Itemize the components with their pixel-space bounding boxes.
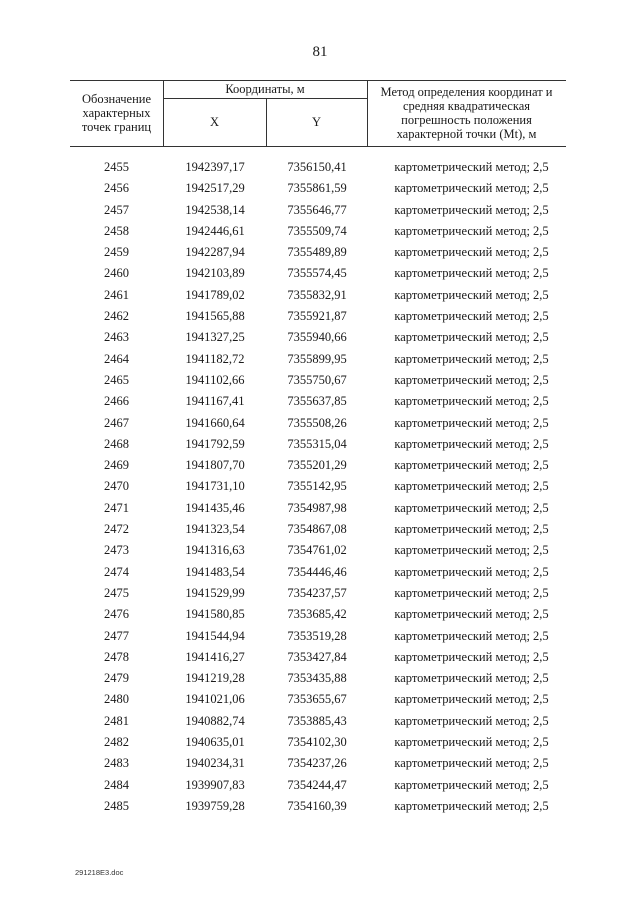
- method: картометрический метод; 2,5: [394, 479, 549, 494]
- coord-x: 1941529,99: [185, 585, 245, 600]
- coord-y: 7354237,26: [287, 756, 347, 771]
- point-number: 2468: [104, 436, 129, 451]
- coord-y: 7354102,30: [287, 735, 347, 750]
- table-row: [70, 157, 566, 178]
- coord-y: 7355637,85: [287, 394, 347, 409]
- point-number: 2479: [104, 671, 129, 686]
- coord-x: 1941792,59: [185, 436, 245, 451]
- method: картометрический метод; 2,5: [394, 223, 549, 238]
- method: картометрический метод; 2,5: [394, 777, 549, 792]
- table-row: [70, 775, 566, 796]
- coord-x: 1941021,06: [185, 692, 245, 707]
- table-row: [70, 796, 566, 817]
- coord-y: 7354237,57: [287, 585, 347, 600]
- coord-x: 1940234,31: [185, 756, 245, 771]
- coord-x: 1941807,70: [185, 458, 245, 473]
- coord-y: 7353655,67: [287, 692, 347, 707]
- coord-y: 7355489,89: [287, 245, 347, 260]
- method: картометрический метод; 2,5: [394, 415, 549, 430]
- footer-filename: 291218E3.doc: [75, 868, 124, 877]
- method: картометрический метод; 2,5: [394, 628, 549, 643]
- coord-y: 7355940,66: [287, 330, 347, 345]
- point-number: 2455: [104, 160, 129, 174]
- coord-x: 1941416,27: [185, 649, 245, 664]
- coord-x: 1942397,17: [185, 160, 245, 174]
- table-row: [70, 221, 566, 242]
- method: картометрический метод; 2,5: [394, 671, 549, 686]
- coord-x: 1942103,89: [185, 266, 245, 281]
- method: картометрический метод; 2,5: [394, 181, 549, 196]
- coord-y: 7355574,45: [287, 266, 347, 281]
- point-number: 2462: [104, 309, 129, 324]
- coord-x: 1941182,72: [185, 351, 245, 366]
- coord-y: 7354987,98: [287, 500, 347, 515]
- coord-y: 7353885,43: [287, 713, 347, 728]
- point-number: 2471: [104, 500, 129, 515]
- point-number: 2485: [104, 798, 129, 813]
- point-number: 2465: [104, 372, 129, 387]
- coord-y: 7354244,47: [287, 777, 347, 792]
- method: картометрический метод; 2,5: [394, 713, 549, 728]
- coord-y: 7355921,87: [287, 309, 347, 324]
- coord-x: 1941544,94: [185, 628, 245, 643]
- method: картометрический метод; 2,5: [394, 309, 549, 324]
- method: картометрический метод; 2,5: [394, 735, 549, 750]
- table-row: [70, 370, 566, 391]
- coord-x: 1939907,83: [185, 777, 245, 792]
- method: картометрический метод; 2,5: [394, 649, 549, 664]
- table-row: [70, 689, 566, 710]
- point-number: 2478: [104, 649, 129, 664]
- table-row: [70, 498, 566, 519]
- page-number: 81: [312, 44, 328, 60]
- method: картометрический метод; 2,5: [394, 372, 549, 387]
- coord-y: 7356150,41: [287, 160, 347, 174]
- table-row: [70, 753, 566, 774]
- point-number: 2463: [104, 330, 129, 345]
- coord-y: 7354761,02: [287, 543, 347, 558]
- coord-y: 7355509,74: [287, 223, 347, 238]
- point-number: 2469: [104, 458, 129, 473]
- coord-x: 1941660,64: [185, 415, 245, 430]
- table-row: [70, 455, 566, 476]
- coord-x: 1941316,63: [185, 543, 245, 558]
- method: картометрический метод; 2,5: [394, 458, 549, 473]
- point-number: 2461: [104, 287, 129, 302]
- method: картометрический метод; 2,5: [394, 522, 549, 537]
- table-row: [70, 306, 566, 327]
- coord-y: 7355315,04: [287, 436, 347, 451]
- header-method: Метод определения координат и средняя квадратическая погрешность положения характерной точки (Mt), м: [380, 85, 553, 141]
- coord-x: 1942287,94: [185, 245, 245, 260]
- table-row: [70, 626, 566, 647]
- coord-y: 7355750,67: [287, 372, 347, 387]
- point-number: 2472: [104, 522, 129, 537]
- point-number: 2464: [104, 351, 129, 366]
- point-number: 2457: [104, 202, 129, 217]
- point-number: 2476: [104, 607, 129, 622]
- method: картометрический метод; 2,5: [394, 394, 549, 409]
- coord-y: 7355646,77: [287, 202, 347, 217]
- header-bottom-border: [70, 146, 566, 147]
- coord-y: 7353519,28: [287, 628, 347, 643]
- header-designation: Обозначение характерных точек границ: [81, 92, 152, 134]
- method: картометрический метод; 2,5: [394, 585, 549, 600]
- coord-y: 7355832,91: [287, 287, 347, 302]
- header-x: X: [209, 115, 220, 129]
- point-number: 2480: [104, 692, 129, 707]
- method: картометрический метод; 2,5: [394, 798, 549, 813]
- coord-x: 1941731,10: [185, 479, 245, 494]
- method: картометрический метод; 2,5: [394, 692, 549, 707]
- table-row: [70, 263, 566, 284]
- table-row: [70, 732, 566, 753]
- coord-y: 7355861,59: [287, 181, 347, 196]
- coord-x: 1941789,02: [185, 287, 245, 302]
- table-row: [70, 178, 566, 199]
- header-y: Y: [311, 115, 322, 129]
- coord-y: 7354446,46: [287, 564, 347, 579]
- table-row: [70, 285, 566, 306]
- coord-y: 7353435,88: [287, 671, 347, 686]
- method: картометрический метод; 2,5: [394, 351, 549, 366]
- method: картометрический метод; 2,5: [394, 245, 549, 260]
- method: картометрический метод; 2,5: [394, 287, 549, 302]
- table-row: [70, 476, 566, 497]
- table-row: [70, 200, 566, 221]
- table-row: [70, 668, 566, 689]
- table-row: [70, 562, 566, 583]
- method: картометрический метод; 2,5: [394, 266, 549, 281]
- point-number: 2474: [104, 564, 129, 579]
- table-row: [70, 434, 566, 455]
- point-number: 2475: [104, 585, 129, 600]
- coord-y: 7355142,95: [287, 479, 347, 494]
- coord-y: 7355508,26: [287, 415, 347, 430]
- coord-x: 1941102,66: [185, 372, 245, 387]
- point-number: 2458: [104, 223, 129, 238]
- method: картометрический метод; 2,5: [394, 500, 549, 515]
- coord-x: 1942446,61: [185, 223, 245, 238]
- coord-x: 1941167,41: [185, 394, 245, 409]
- coord-x: 1940882,74: [185, 713, 245, 728]
- coord-y: 7353685,42: [287, 607, 347, 622]
- method: картометрический метод; 2,5: [394, 564, 549, 579]
- table-row: [70, 604, 566, 625]
- header-coordinates: Координаты, м: [225, 82, 305, 96]
- coord-y: 7355899,95: [287, 351, 347, 366]
- coord-x: 1941565,88: [185, 309, 245, 324]
- table-row: [70, 413, 566, 434]
- coord-x: 1941219,28: [185, 671, 245, 686]
- table-row: [70, 349, 566, 370]
- point-number: 2484: [104, 777, 129, 792]
- coord-x: 1940635,01: [185, 735, 245, 750]
- method: картометрический метод; 2,5: [394, 330, 549, 345]
- method: картометрический метод; 2,5: [394, 160, 549, 174]
- point-number: 2482: [104, 735, 129, 750]
- coord-x: 1941483,54: [185, 564, 245, 579]
- method: картометрический метод; 2,5: [394, 202, 549, 217]
- point-number: 2456: [104, 181, 129, 196]
- coord-x: 1942538,14: [185, 202, 245, 217]
- coord-x: 1941327,25: [185, 330, 245, 345]
- table-row: [70, 327, 566, 348]
- point-number: 2483: [104, 756, 129, 771]
- method: картометрический метод; 2,5: [394, 756, 549, 771]
- table-row: [70, 583, 566, 604]
- coord-x: 1942517,29: [185, 181, 245, 196]
- coord-y: 7353427,84: [287, 649, 347, 664]
- point-number: 2467: [104, 415, 129, 430]
- point-number: 2466: [104, 394, 129, 409]
- point-number: 2477: [104, 628, 129, 643]
- table-row: [70, 519, 566, 540]
- point-number: 2473: [104, 543, 129, 558]
- coord-y: 7355201,29: [287, 458, 347, 473]
- method: картометрический метод; 2,5: [394, 543, 549, 558]
- point-number: 2470: [104, 479, 129, 494]
- table-row: [70, 391, 566, 412]
- table-body: [70, 157, 566, 817]
- point-number: 2459: [104, 245, 129, 260]
- coord-y: 7354867,08: [287, 522, 347, 537]
- coord-x: 1941435,46: [185, 500, 245, 515]
- method: картометрический метод; 2,5: [394, 607, 549, 622]
- method: картометрический метод; 2,5: [394, 436, 549, 451]
- point-number: 2460: [104, 266, 129, 281]
- table-header: [70, 80, 566, 147]
- coord-x: 1939759,28: [185, 798, 245, 813]
- point-number: 2481: [104, 713, 129, 728]
- coord-y: 7354160,39: [287, 798, 347, 813]
- table-row: [70, 242, 566, 263]
- table-row: [70, 711, 566, 732]
- coord-x: 1941580,85: [185, 607, 245, 622]
- table-row: [70, 647, 566, 668]
- coord-x: 1941323,54: [185, 522, 245, 537]
- table-row: [70, 540, 566, 561]
